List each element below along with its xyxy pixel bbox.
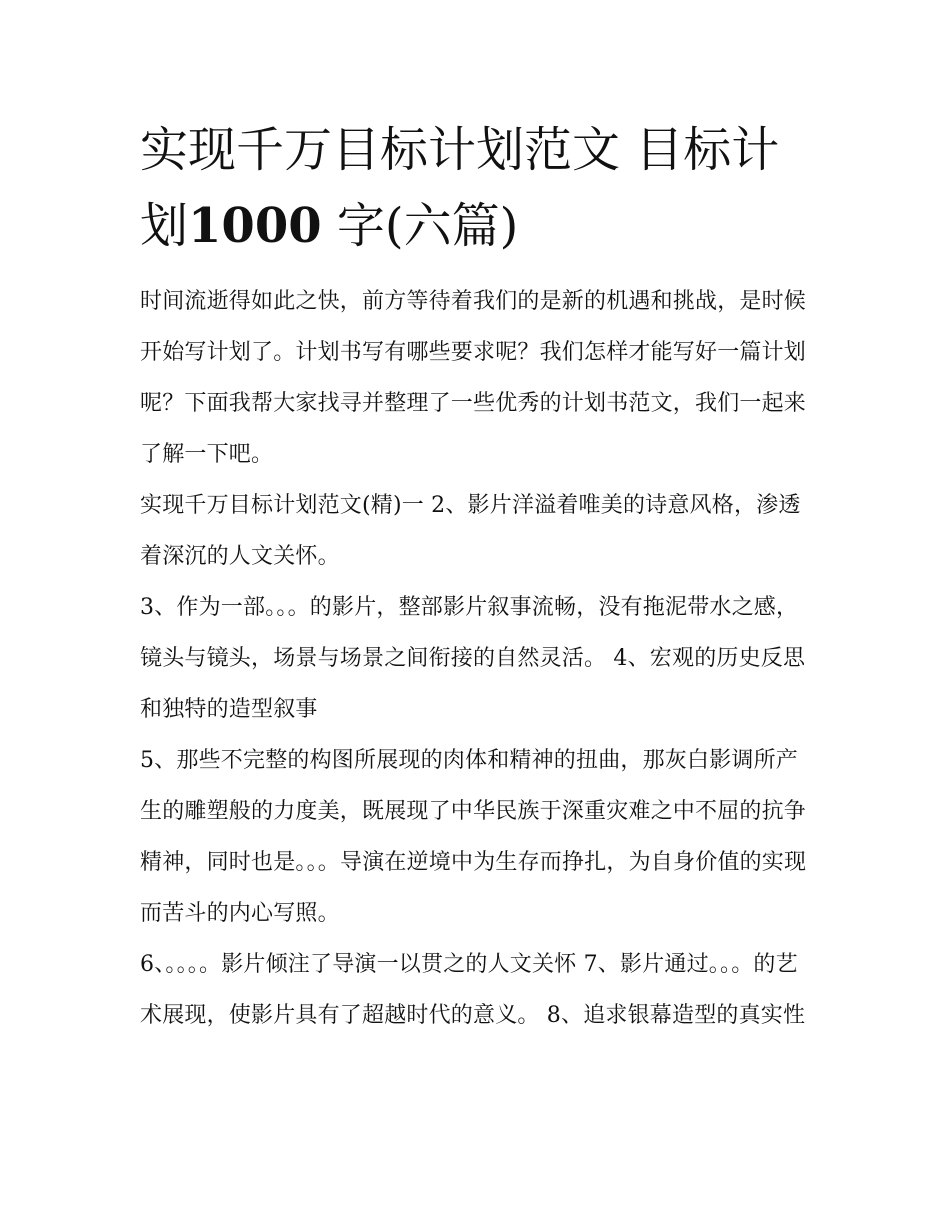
paragraph-item-1-2: 实现千万目标计划范文(精)一 2、影片洋溢着唯美的诗意风格，渗透着深沉的人文关怀。 [140,493,801,569]
title-suffix: 字(六篇) [321,198,519,254]
title-number: 1000 [188,198,322,254]
title-text: 实现千万目标计划范文 目标计划 [140,122,780,254]
paragraph-item-6-8: 6、。。。。影片倾注了导演一以贯之的人文关怀 7、影片通过。。。的艺术展现，使影片具有了超越时代的意义。 8、追求银幕造型的真实性 [140,952,806,1028]
intro-paragraph: 时间流逝得如此之快，前方等待着我们的是新的机遇和挑战，是时候开始写计划了。计划书写有哪些要求呢？我们怎样才能写好一篇计划呢？下面我帮大家找寻并整理了一些优秀的计划书范文，我们一起来了解一下吧。 [140,289,807,467]
paragraph-item-3-4: 3、作为一部。。。的影片，整部影片叙事流畅，没有拖泥带水之感，镜头与镜头，场景与场景之间衔接的自然灵活。 4、宏观的历史反思和独特的造型叙事 [140,595,806,722]
document-title [140,112,815,264]
paragraph-item-5: 5、那些不完整的构图所展现的肉体和精神的扭曲，那灰白影调所产生的雕塑般的力度美，既展现了中华民族于深重灾难之中不屈的抗争精神，同时也是。。。导演在逆境中为生存而挣扎，为自身价值的实现而苦斗的内心写照。 [140,748,807,926]
document-body [140,112,815,1041]
